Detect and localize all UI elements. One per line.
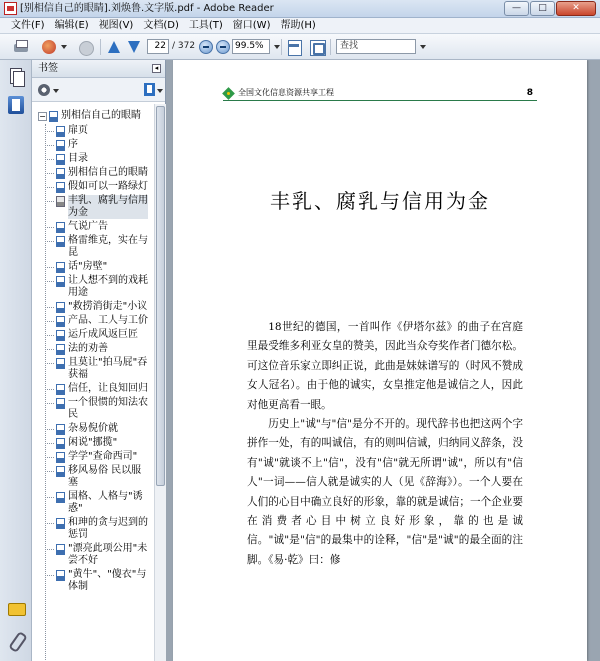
new-bookmark-dropdown-icon[interactable] (157, 89, 163, 93)
collapse-panel-button[interactable]: ◂ (152, 64, 161, 73)
bookmark-label: 让人想不到的戏耗用途 (68, 275, 148, 298)
bookmark-icon (56, 570, 65, 581)
toolbar-separator (100, 39, 101, 55)
bookmark-item[interactable] (56, 314, 152, 328)
bookmark-icon (56, 126, 65, 137)
bookmark-icon (56, 438, 65, 449)
bookmark-icon (56, 492, 65, 503)
bookmark-icon (56, 236, 65, 247)
fit-width-icon[interactable] (308, 38, 326, 56)
bookmarks-header (32, 60, 165, 78)
maximize-button[interactable]: □ (530, 1, 555, 16)
bookmark-item[interactable] (56, 542, 152, 568)
bookmark-icon (56, 398, 65, 409)
search-input[interactable]: 查找 (336, 39, 416, 54)
bookmarks-title: 书签 (38, 63, 58, 74)
bookmark-item[interactable] (56, 382, 152, 396)
page-number-input[interactable]: 22 (147, 39, 169, 54)
bookmarks-panel (32, 60, 166, 661)
paragraph: 历史上"诚"与"信"是分不开的。现代辞书也把这两个字拼作一处，有的叫诚信，有的则叫信诚，归纳同义辞条，没有"诚"就谈不上"信"，没有"信"就无所谓"诚"，所以有"信人"一词——信人就是诚实的人（见《辞海》）。一个人要在人们的心目中确立良好的形象，靠的就是诚信；一个企业要在消费者心目中树立良好形象，靠的也是诚信。"诚"是"信"的最集中的诠释，"信"是"诚"的最全面的注脚。《易·乾》曰：修 (247, 418, 523, 566)
bookmark-icon (56, 358, 65, 369)
bookmark-label: 别相信自己的眼睛 (68, 167, 148, 178)
bookmark-item[interactable] (56, 300, 152, 314)
title-bar (0, 0, 600, 18)
bookmark-icon (56, 140, 65, 151)
menu-tools[interactable]: 工具(T) (188, 20, 223, 31)
bookmark-label: 信任，让良知回归 (68, 383, 148, 394)
bookmark-label: 序 (68, 139, 78, 150)
bookmark-root[interactable] (38, 110, 141, 122)
bookmark-label: 假如可以一路绿灯 (68, 181, 148, 192)
bookmark-label: 学学"查命西司" (68, 451, 138, 462)
bookmark-item[interactable] (56, 234, 152, 260)
fit-page-icon[interactable] (285, 38, 303, 56)
comments-icon[interactable] (8, 602, 24, 620)
collaborate-dropdown-icon[interactable] (61, 45, 67, 49)
bookmark-item[interactable] (56, 568, 152, 594)
bookmark-label: 闲说"挪揽" (68, 437, 118, 448)
bookmark-icon (56, 316, 65, 327)
menu-file[interactable]: 文件(F) (11, 20, 45, 31)
bookmark-item[interactable] (56, 220, 152, 234)
header-page-number: 8 (526, 88, 533, 98)
search-dropdown-icon[interactable] (420, 45, 426, 49)
bookmark-icon (56, 182, 65, 193)
bookmark-label: 且莫让"拍马屁"吞获福 (68, 357, 148, 380)
bookmark-icon (56, 518, 65, 529)
bookmark-item[interactable] (56, 274, 152, 300)
bookmark-label: 话"房壁" (68, 261, 108, 272)
attachments-icon[interactable] (8, 632, 24, 650)
window-title: [别相信自己的眼睛].刘焕鲁.文字版.pdf - Adobe Reader (20, 3, 274, 14)
toolbar-separator (281, 39, 282, 55)
paragraph: 18世纪的德国，一首叫作《伊塔尔兹》的曲子在宫庭里最受维多利亚女皇的赞美，因此当众夸奖作者门德尔松。可这位音乐家立即纠正说，此曲是妹妹谱写的（时风不赞成女人冠名）。由于他的诚实，女皇推定他是诚信之人，因此对他更高看一眼。 (247, 321, 523, 411)
bookmark-tree (32, 104, 154, 661)
adobe-reader-icon (4, 2, 17, 15)
bookmarks-scrollbar[interactable] (154, 104, 166, 661)
bookmark-item[interactable] (56, 396, 152, 422)
toolbar (0, 34, 600, 60)
previous-page-icon[interactable] (106, 38, 122, 56)
bookmark-icon (56, 168, 65, 179)
menu-view[interactable]: 视图(V) (98, 20, 134, 31)
navigation-rail (0, 60, 32, 661)
bookmark-label: 产品、工人与工价 (68, 315, 148, 326)
minimize-button[interactable]: — (504, 1, 529, 16)
pages-panel-icon[interactable] (8, 68, 24, 86)
collaborate-icon[interactable] (40, 38, 58, 56)
bookmark-label: 移风易俗 民以服塞 (68, 465, 142, 488)
bookmark-item[interactable] (56, 194, 152, 220)
close-button[interactable]: ✕ (556, 1, 596, 16)
bookmark-icon (56, 222, 65, 233)
bookmark-icon (56, 452, 65, 463)
bookmark-icon (49, 111, 58, 122)
bookmark-label: 目录 (68, 153, 88, 164)
bookmark-icon (56, 154, 65, 165)
bookmark-label: 杂易倪价就 (68, 423, 118, 434)
bookmark-item[interactable] (56, 152, 152, 166)
bookmark-item[interactable] (56, 260, 152, 274)
next-page-icon[interactable] (126, 38, 142, 56)
bookmark-label: 和珅的贪与迟到的惩罚 (68, 517, 148, 540)
collapse-tree-icon[interactable]: − (39, 112, 46, 121)
bookmarks-toolbar (32, 78, 165, 102)
bookmark-label: "救捞消街走"小议 (68, 301, 148, 312)
bookmark-label: "黄牛"、"傻衣"与体制 (68, 569, 147, 592)
print-icon[interactable] (12, 38, 30, 56)
bookmark-item[interactable] (56, 356, 152, 382)
window-controls (504, 1, 596, 16)
bookmark-label: 扉页 (68, 125, 88, 136)
bookmark-icon (56, 466, 65, 477)
bookmark-label: 丰乳、腐乳与信用为金 (68, 195, 148, 218)
bookmark-item[interactable] (56, 166, 152, 180)
bookmark-label: "漂亮此项公用"未尝不好 (68, 543, 148, 566)
bookmark-icon (56, 424, 65, 435)
menu-edit[interactable]: 编辑(E) (54, 20, 89, 31)
menu-window[interactable]: 窗口(W) (232, 20, 271, 31)
hand-tool-icon[interactable] (76, 38, 94, 56)
pdf-page (173, 60, 587, 661)
bookmark-item[interactable] (56, 450, 152, 464)
bookmark-item[interactable] (56, 464, 152, 490)
zoom-out-icon[interactable] (199, 40, 213, 54)
page-total: / 372 (172, 41, 196, 51)
new-bookmark-icon[interactable] (144, 83, 155, 96)
bookmark-icon (56, 330, 65, 341)
culture-project-logo-icon (223, 88, 234, 99)
bookmark-icon (56, 196, 65, 207)
bookmark-icon (56, 384, 65, 395)
options-icon[interactable] (38, 84, 50, 96)
bookmark-label: 格雷维克，实在与昆 (68, 235, 148, 258)
bookmark-item[interactable] (56, 342, 152, 356)
bookmarks-panel-icon[interactable] (8, 96, 24, 114)
bookmark-item[interactable] (56, 436, 152, 450)
bookmark-icon (56, 302, 65, 313)
options-dropdown-icon[interactable] (53, 89, 59, 93)
header-title: 全国文化信息资源共享工程 (238, 88, 334, 97)
bookmark-label: 运斤成风返巨匠 (68, 329, 138, 340)
bookmark-item[interactable] (56, 180, 152, 194)
bookmark-icon (56, 262, 65, 273)
zoom-select[interactable]: 99.5% (232, 39, 270, 54)
bookmark-item[interactable] (56, 516, 152, 542)
menu-document[interactable]: 文档(D) (143, 20, 179, 31)
zoom-dropdown-icon[interactable] (274, 45, 280, 49)
chapter-title: 丰乳、腐乳与信用为金 (270, 189, 490, 213)
bookmark-item[interactable] (56, 138, 152, 152)
bookmark-item[interactable] (56, 328, 152, 342)
zoom-in-icon[interactable] (216, 40, 230, 54)
scrollbar-thumb[interactable] (156, 106, 165, 486)
bookmark-icon (56, 344, 65, 355)
bookmark-label: 国格、人格与"诱惑" (68, 491, 143, 514)
bookmark-icon (56, 544, 65, 555)
bookmark-icon (56, 276, 65, 287)
bookmark-item[interactable] (56, 422, 152, 436)
menu-bar (0, 18, 600, 34)
bookmark-list (56, 124, 152, 594)
document-view[interactable] (166, 60, 600, 661)
bookmark-item[interactable] (56, 124, 152, 138)
bookmark-label: 法的劝善 (68, 343, 108, 354)
toolbar-separator (330, 39, 331, 55)
body-text (247, 318, 523, 570)
menu-help[interactable]: 帮助(H) (280, 20, 316, 31)
bookmark-label: 气说广告 (68, 221, 108, 232)
page-header (223, 87, 537, 101)
bookmark-label: 一个很惯的知法农民 (68, 397, 148, 420)
bookmark-root-label: 别相信自己的眼睛 (61, 110, 141, 121)
bookmark-item[interactable] (56, 490, 152, 516)
